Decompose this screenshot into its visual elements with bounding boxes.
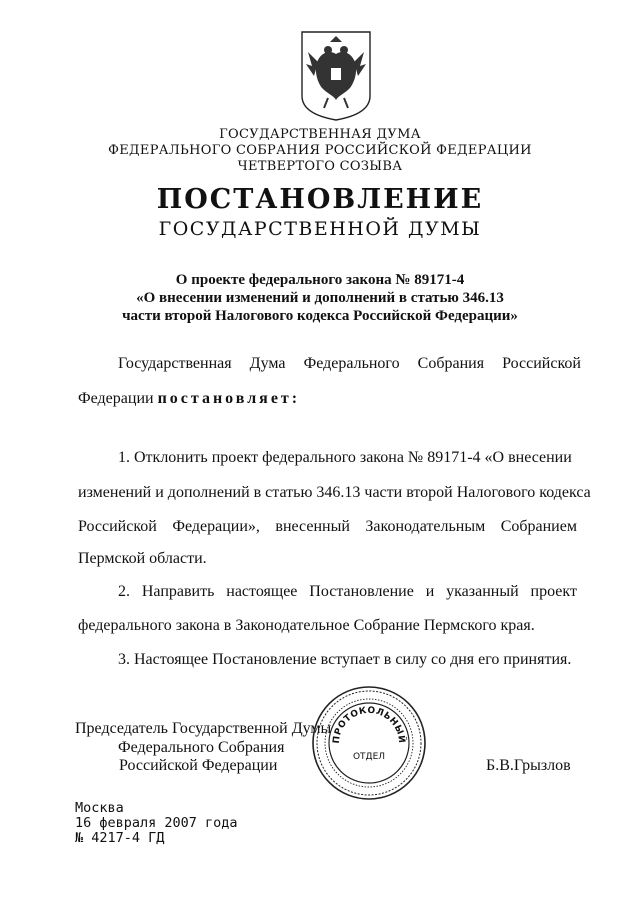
preamble-resolves: постановляет: [157, 390, 301, 407]
official-stamp-icon [310, 684, 428, 802]
item-1-line-4: Пермской области. [78, 550, 207, 567]
item-2-word: Постановление [309, 583, 414, 600]
preamble-word: Собрания [417, 355, 485, 372]
item-3: 3. Настоящее Постановление вступает в силу со дня его принятия. [118, 651, 572, 668]
org-line-2: ФЕДЕРАЛЬНОГО СОБРАНИЯ РОССИЙСКОЙ ФЕДЕРАЦИИ [108, 143, 532, 158]
item-2-word: 2. [118, 583, 130, 600]
subject-line-2: «О внесении изменений и дополнений в статью 346.13 [136, 290, 504, 306]
footer-date: 16 февраля 2007 года [75, 815, 238, 831]
item-1-line-3 [78, 517, 577, 537]
preamble-word: Государственная [118, 355, 232, 372]
document-title: ПОСТАНОВЛЕНИЕ [156, 184, 484, 215]
preamble-word: Дума [249, 355, 286, 372]
item-1-word: внесенный [275, 518, 350, 535]
subject-line-3: части второй Налогового кодекса Российской Федерации» [122, 308, 518, 324]
item-2-word: Направить [141, 583, 215, 600]
signature-title-2: Федерального Собрания [118, 739, 285, 756]
item-2-line-1 [118, 582, 577, 602]
item-2-word: настоящее [226, 583, 298, 600]
item-2-line-2: федерального закона в Законодательное Собрание Пермского края. [78, 617, 535, 634]
item-1-word: Собранием [500, 518, 577, 535]
preamble-word: Российской [502, 355, 581, 372]
item-2-word: и [425, 583, 435, 600]
preamble-word: Федерального [303, 355, 400, 372]
item-1-word: Законодательным [365, 518, 486, 535]
svg-text:ПРОТОКОЛЬНЫЙ [332, 706, 408, 744]
item-1-line-2: изменений и дополнений в статью 346.13 части второй Налогового кодекса [78, 484, 591, 501]
org-line-3: ЧЕТВЕРТОГО СОЗЫВА [237, 159, 403, 174]
stamp-top-text: ПРОТОКОЛЬНЫЙ [331, 705, 407, 745]
preamble-line-1 [118, 354, 581, 374]
preamble-federation: Федерации [78, 390, 154, 407]
footer-city: Москва [75, 800, 124, 816]
item-1-word: Российской [78, 518, 157, 535]
org-line-1: ГОСУДАРСТВЕННАЯ ДУМА [219, 127, 421, 142]
signature-title-1: Председатель Государственной Думы [75, 720, 332, 737]
item-2-word: указанный [446, 583, 519, 600]
signature-title-3: Российской Федерации [119, 757, 278, 774]
document-subtitle: ГОСУДАРСТВЕННОЙ ДУМЫ [158, 218, 482, 240]
preamble-line-2 [78, 389, 300, 409]
subject-line-1: О проекте федерального закона № 89171-4 [175, 272, 465, 288]
signatory-name: Б.В.Грызлов [486, 757, 571, 774]
item-1-word: Федерации», [172, 518, 260, 535]
footer-number: № 4217-4 ГД [75, 830, 165, 846]
item-2-word: проект [530, 583, 577, 600]
item-1-line-1: 1. Отклонить проект федерального закона № 89171-4 «О внесении [118, 449, 572, 466]
stamp-center-text: ОТДЕЛ [352, 752, 386, 762]
coat-of-arms-icon [300, 30, 372, 122]
